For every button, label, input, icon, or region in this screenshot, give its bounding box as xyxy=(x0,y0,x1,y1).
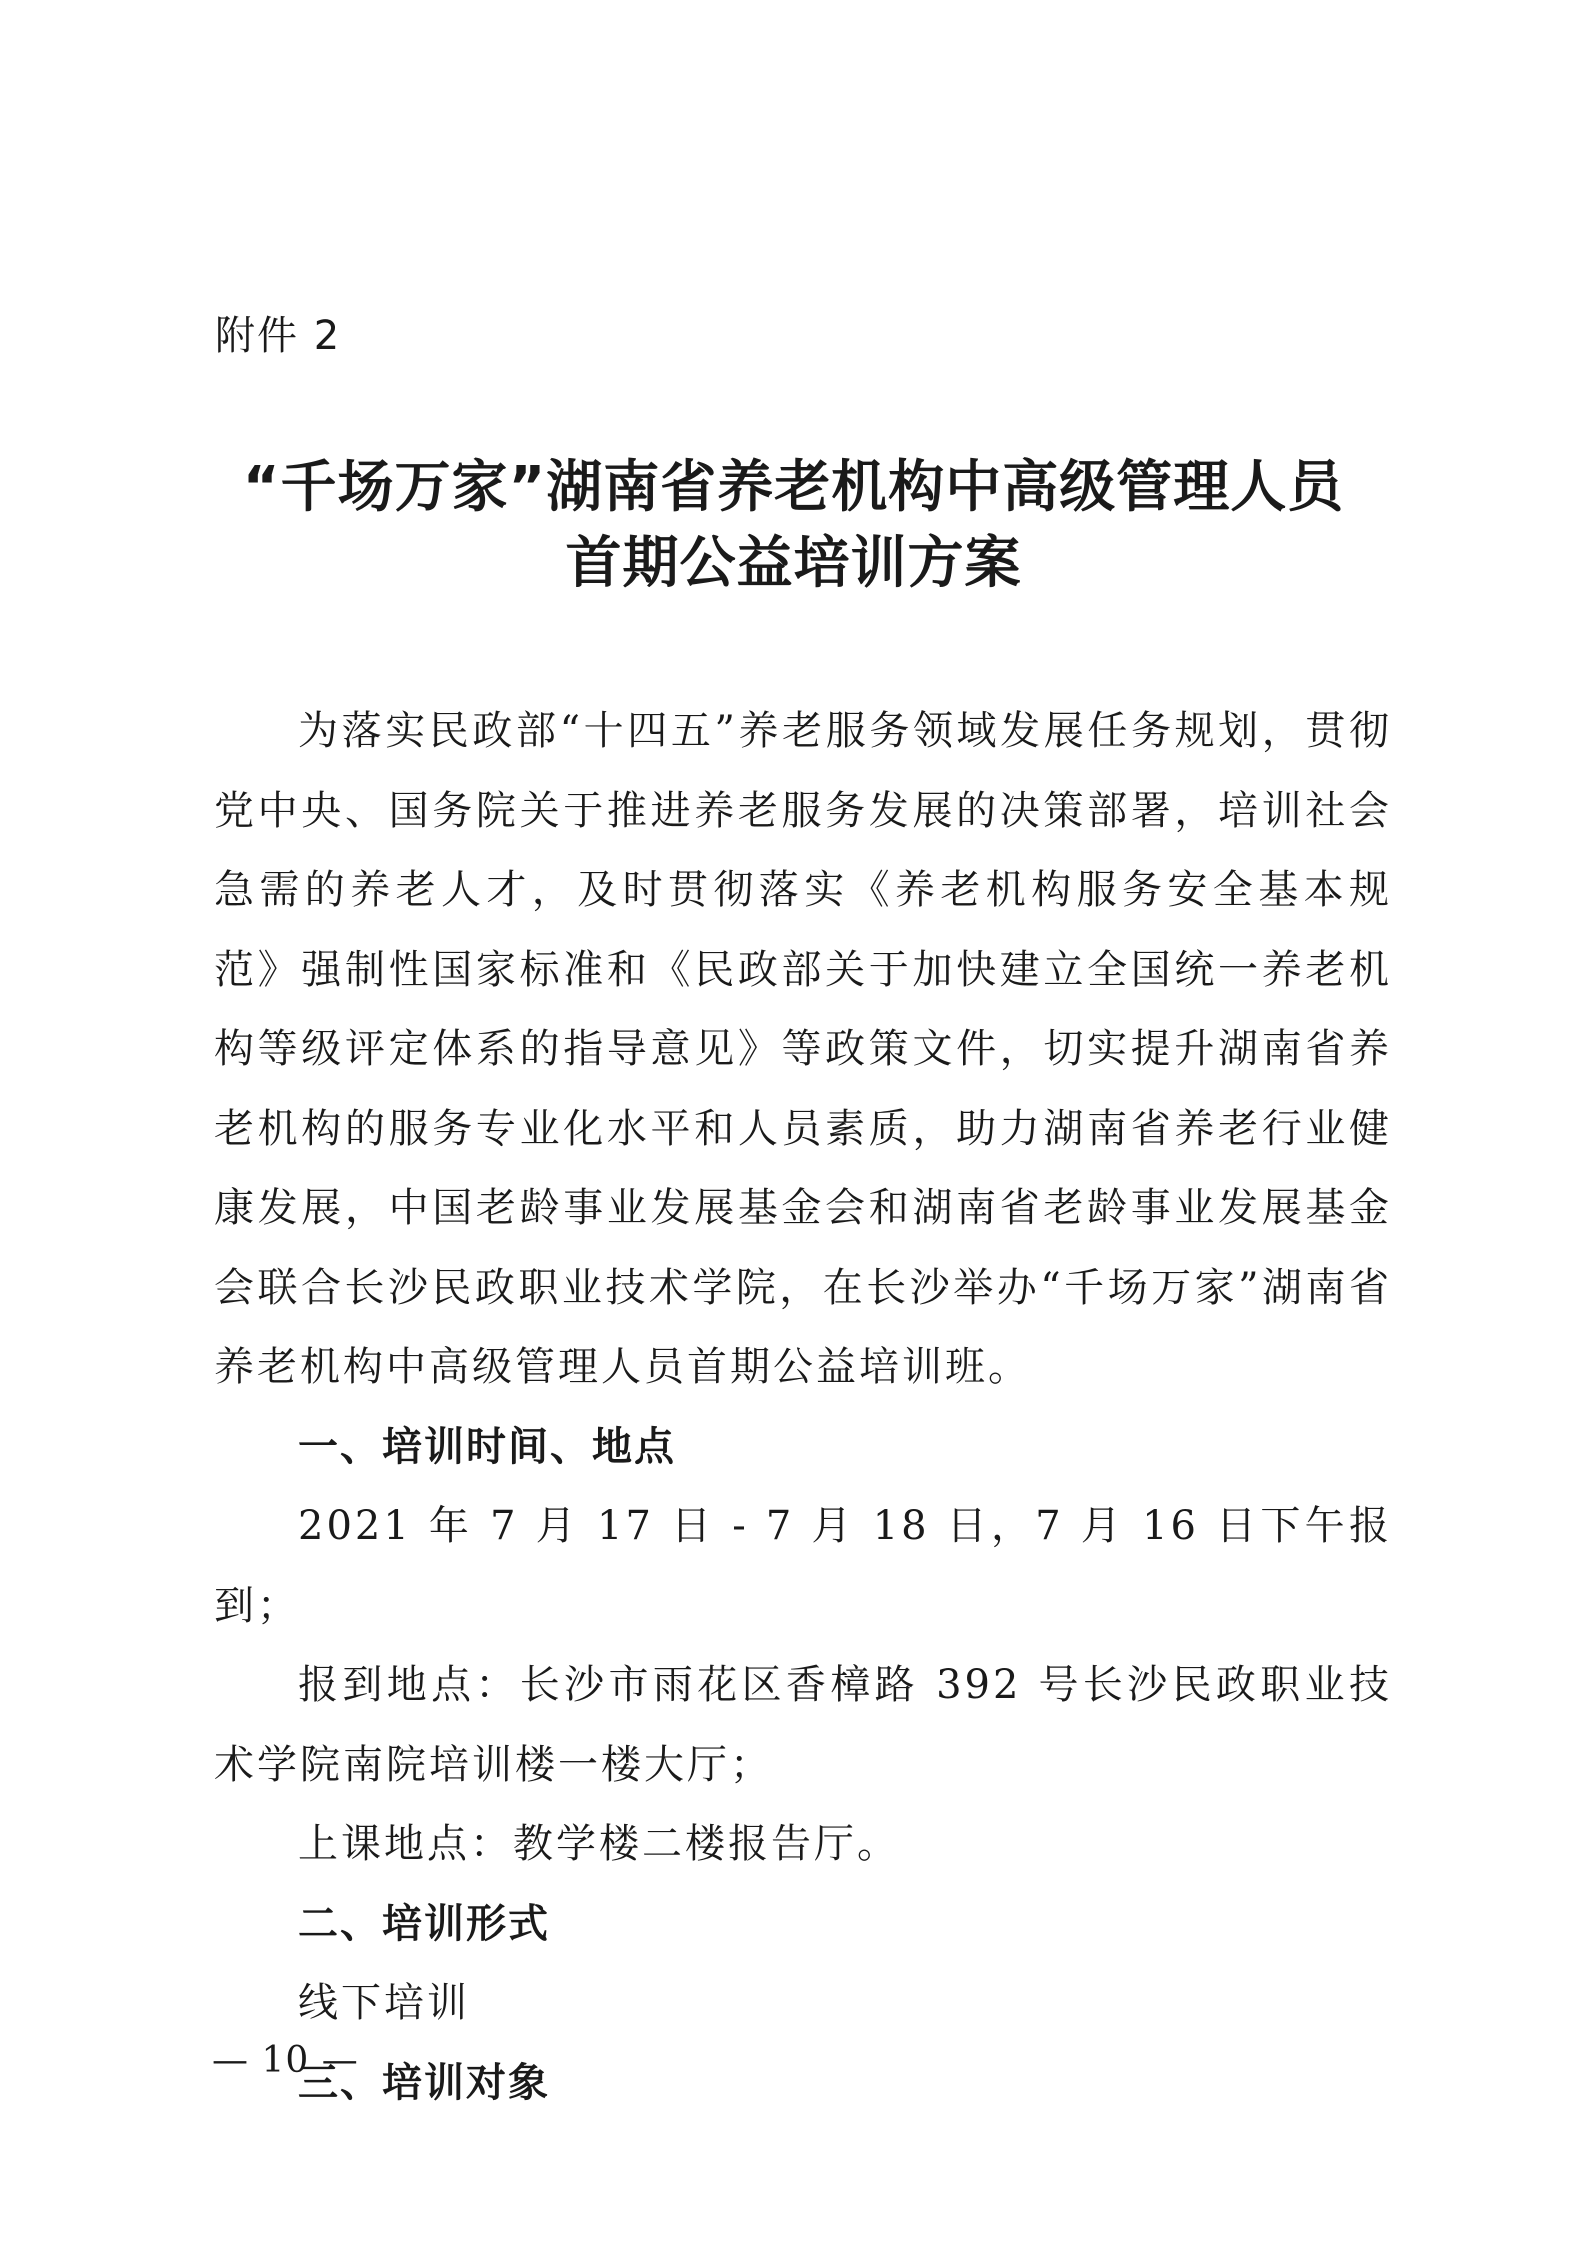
section-1-heading: 一、培训时间、地点 xyxy=(298,1423,676,1470)
training-format: 线下培训 xyxy=(298,1980,470,2026)
page-number: — 10 — xyxy=(212,2040,359,2081)
section-3-heading: 三、培训对象 xyxy=(298,2059,550,2106)
document-title-line-1: “千场万家”湖南省养老机构中高级管理人员 xyxy=(242,455,1345,520)
class-location: 上课地点：教学楼二楼报告厅。 xyxy=(298,1821,900,1867)
intro-paragraph: 为落实民政部“十四五”养老服务领域发展任务规划，贯彻党中央、国务院关于推进养老服务发展的决策部署，培训社会急需的养老人才，及时贯彻落实《养老机构服务安全基本规范》强制性国家标准和《民政部关于加快建立全国统一养老机构等级评定体系的指导意见》等政策文件，切实提升湖南省养老机构的服务专业化水平和人员素质，助力湖南省养老行业健康发展，中国老龄事业发展基金会和湖南省老龄事业发展基金会联合长沙民政职业技术学院，在长沙举办“千场万家”湖南省养老机构中高级管理人员首期公益培训班。 xyxy=(214,708,1392,1390)
training-time: 2021 年 7 月 17 日 - 7 月 18 日，7 月 16 日下午报到； xyxy=(214,1503,1392,1629)
document-body xyxy=(214,692,1392,2123)
attachment-label: 附件 2 xyxy=(215,313,342,359)
document-title-line-2: 首期公益培训方案 xyxy=(565,531,1022,596)
section-2-heading: 二、培训形式 xyxy=(298,1900,550,1947)
checkin-location: 报到地点：长沙市雨花区香樟路 392 号长沙民政职业技术学院南院培训楼一楼大厅； xyxy=(214,1662,1392,1788)
